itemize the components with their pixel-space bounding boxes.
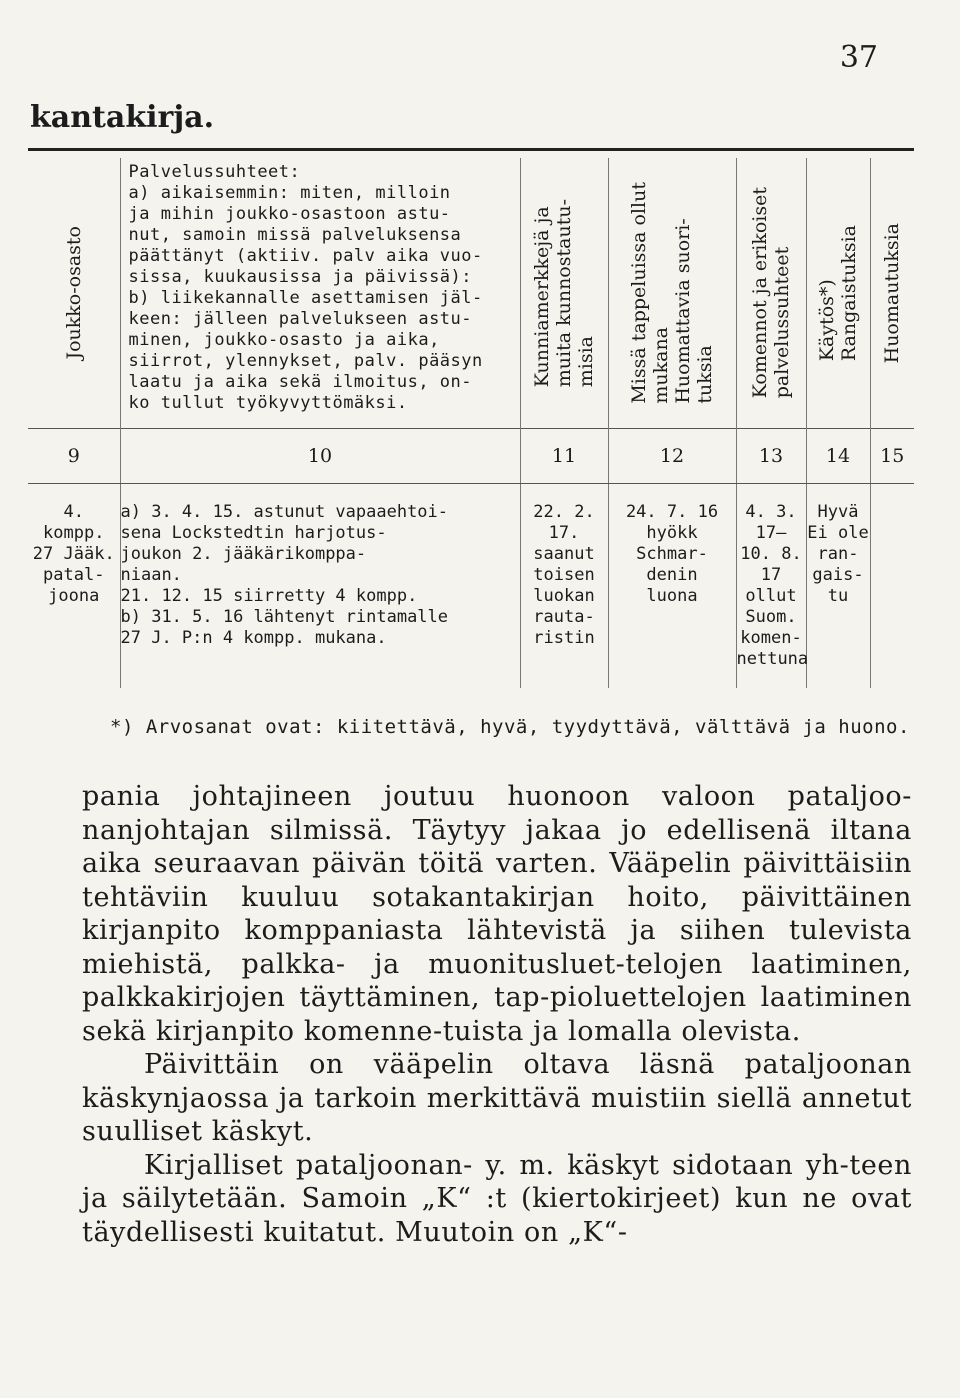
header-service: Palvelussuhteet: a) aikaisemmin: miten, milloin ja mihin joukko-osastoon astu- nut, samoin missä palveluksensa päättänyt (aktiiv. palv aika vuo- sissa, kuukausissa ja päivissä): b) liikekannalle asettamisen jäl- keen: jälleen palvelukseen astu- minen, joukko-osasto ja aika, siirrot, ylennykset, palv. pääsyn laatu ja aika sekä ilmoitus, on- ko tullut työkyvyttömäksi. bbox=[128, 162, 483, 413]
header-unit: Joukko-osasto bbox=[62, 226, 85, 360]
header-remarks: Huomautuksia bbox=[881, 222, 904, 364]
header-cell bbox=[120, 158, 520, 429]
column-number: 14 bbox=[806, 429, 870, 484]
header-commands: Komennot ja erikoiset palvelussuhteet bbox=[749, 187, 793, 399]
column-number: 15 bbox=[870, 429, 914, 484]
header-cell bbox=[736, 158, 806, 429]
column-number: 10 bbox=[120, 429, 520, 484]
column-number: 13 bbox=[736, 429, 806, 484]
cell-honours: 22. 2. 17. saanut toisen luokan rauta- ristin bbox=[520, 484, 608, 689]
column-number: 12 bbox=[608, 429, 736, 484]
cell-battles: 24. 7. 16 hyökk Schmar- denin luona bbox=[608, 484, 736, 689]
cell-remarks bbox=[870, 484, 914, 689]
header-cell bbox=[870, 158, 914, 429]
running-head: kantakirja. bbox=[30, 100, 215, 135]
header-honours: Kunniamerkkejä ja muita kunnostautu- misia bbox=[531, 198, 597, 388]
header-conduct: Käytös*) Rangaistuksia bbox=[816, 224, 860, 362]
table-row bbox=[28, 484, 914, 689]
register-table bbox=[28, 158, 914, 688]
header-rule bbox=[28, 148, 914, 151]
header-cell bbox=[28, 158, 120, 429]
column-number: 9 bbox=[28, 429, 120, 484]
footnote: *) Arvosanat ovat: kiitettävä, hyvä, tyydyttävä, välttävä ja huono. bbox=[110, 716, 910, 738]
header-row bbox=[28, 158, 914, 429]
page-number: 37 bbox=[839, 40, 878, 75]
cell-unit: 4. kompp. 27 Jääk. patal- joona bbox=[32, 502, 115, 606]
header-cell bbox=[520, 158, 608, 429]
cell-commands: 4. 3. 17— 10. 8. 17 ollut Suom. komen- nettuna bbox=[736, 484, 806, 689]
column-number: 11 bbox=[520, 429, 608, 484]
body-text bbox=[82, 780, 912, 1249]
header-cell bbox=[806, 158, 870, 429]
paragraph: Kirjalliset pataljoonan- y. m. käskyt sidotaan yh-teen ja säilytetään. Samoin „K“ :t (kiertokirjeet) kun ne ovat täydellisesti kuitatut. Muutoin on „K“- bbox=[82, 1149, 912, 1248]
header-cell bbox=[608, 158, 736, 429]
column-number-row bbox=[28, 429, 914, 484]
paragraph: Päivittäin on vääpelin oltava läsnä pataljoonan käskynjaossa ja tarkoin merkittävä muistiin siellä annetut suulliset käskyt. bbox=[82, 1049, 912, 1147]
cell-service: a) 3. 4. 15. astunut vapaaehtoi- sena Lockstedtin harjotus- joukon 2. jääkärikomppa- niaan. 21. 12. 15 siirretty 4 kompp. b) 31. 5. 16 lähtenyt rintamalle 27 J. P:n 4 kompp. mukana. bbox=[120, 484, 520, 689]
header-battles: Missä tappeluissa ollut mukana Huomattavia suori- tuksia bbox=[628, 182, 716, 404]
paragraph: pania johtajineen joutuu huonoon valoon pataljoo-nanjohtajan silmissä. Täytyy jakaa jo edellisenä iltana aika seuraavan päivän töitä varten. Vääpelin päivittäisiin tehtäviin kuuluu sotakantakirjan hoito, päivittäinen kirjanpito komppaniasta lähtevistä ja siihen tulevista miehistä, palkka- ja muonitusluet-telojen laatiminen, palkkakirjojen täyttäminen, tap-pioluettelojen laatiminen sekä kirjanpito komenne-tuista ja lomalla olevista. bbox=[82, 781, 912, 1047]
cell-conduct: Hyvä Ei ole ran- gais- tu bbox=[806, 484, 870, 689]
